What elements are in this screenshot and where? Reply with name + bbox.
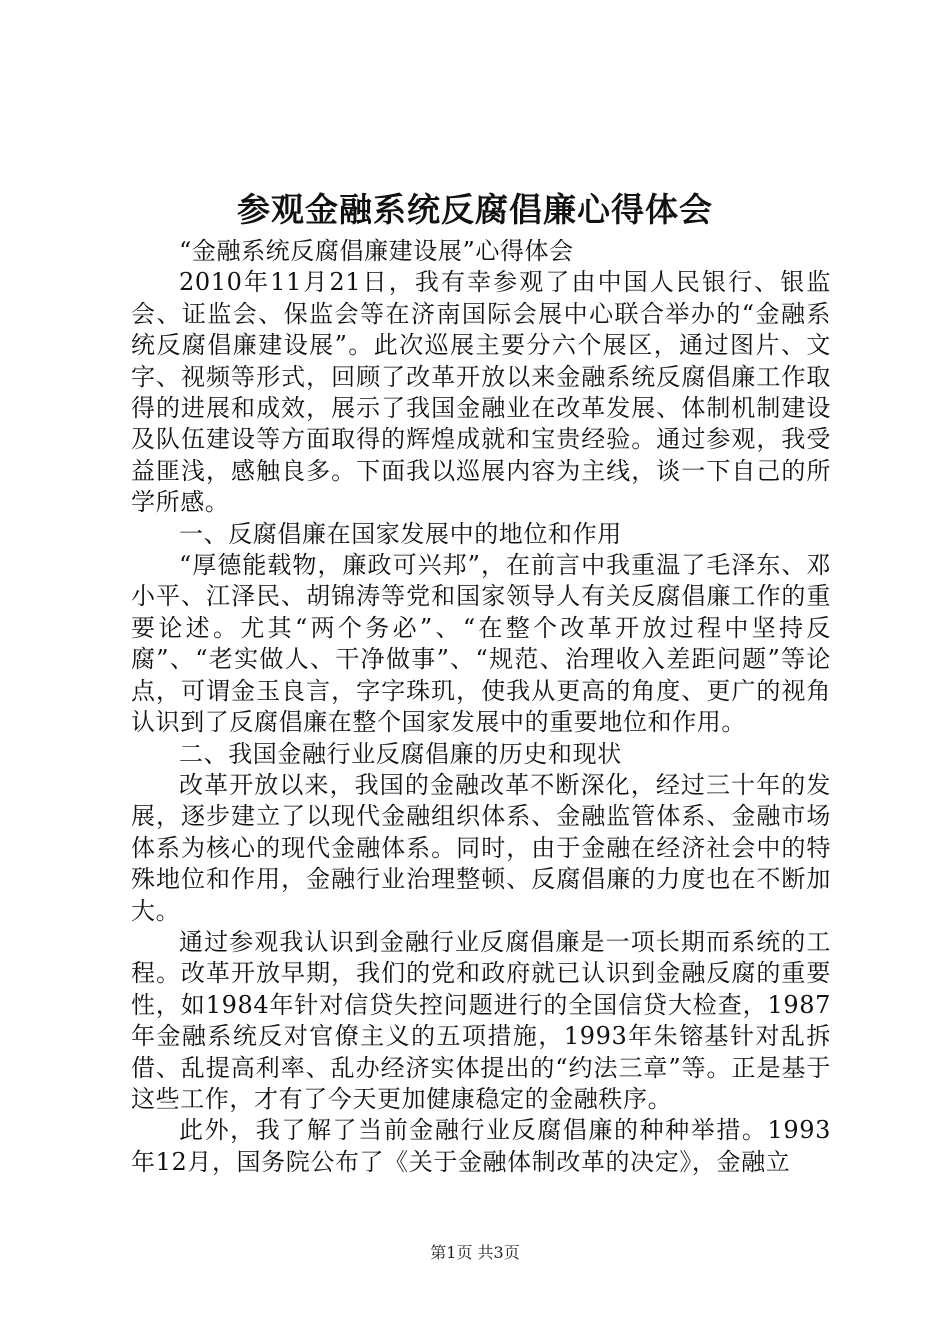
section-heading: 二、我国金融行业反腐倡廉的历史和现状	[179, 739, 622, 768]
page-title: 参观金融系统反腐倡廉心得体会	[237, 190, 713, 229]
body-paragraph: 通过参观我认识到金融行业反腐倡廉是一项长期而系统的工程。改革开放早期，我们的党和政府就已认识到金融反腐的重要性，如1984年针对信贷失控问题进行的全国信贷大检查，1987年金融系统反对官僚主义的五项措施，1993年朱镕基针对乱拆借、乱提高利率、乱办经济实体提出的“约法三章”等。正是基于这些工作，才有了今天更加健康稳定的金融秩序。	[131, 927, 831, 1113]
section-heading: 一、反腐倡廉在国家发展中的地位和作用	[179, 519, 622, 548]
body-paragraph: 2010年11月21日，我有幸参观了由中国人民银行、银监会、证监会、保监会等在济南国际会展中心联合举办的“金融系统反腐倡廉建设展”。此次巡展主要分六个展区，通过图片、文字、视频等形式，回顾了改革开放以来金融系统反腐倡廉工作取得的进展和成效，展示了我国金融业在改革发展、体制机制建设及队伍建设等方面取得的辉煌成就和宝贵经验。通过参观，我受益匪浅，感触良多。下面我以巡展内容为主线，谈一下自己的所学所感。	[131, 268, 831, 517]
subtitle-paragraph: “金融系统反腐倡廉建设展”心得体会	[179, 237, 574, 265]
body-paragraph: “厚德能载物，廉政可兴邦”，在前言中我重温了毛泽东、邓小平、江泽民、胡锦涛等党和国家领导人有关反腐倡廉工作的重要论述。尤其“两个务必”、“在整个改革开放过程中坚持反腐”、“老实做人、干净做事”、“规范、治理收入差距问题”等论点，可谓金玉良言，字字珠玑，使我从更高的角度、更广的视角认识到了反腐倡廉在整个国家发展中的重要地位和作用。	[131, 551, 831, 737]
body-paragraph: 此外，我了解了当前金融行业反腐倡廉的种种举措。1993年12月，国务院公布了《关于金融体制改革的决定》，金融立	[131, 1116, 831, 1176]
body-paragraph: 改革开放以来，我国的金融改革不断深化，经过三十年的发展，逐步建立了以现代金融组织体系、金融监管体系、金融市场体系为核心的现代金融体系。同时，由于金融在经济社会中的特殊地位和作用，金融行业治理整顿、反腐倡廉的力度也在不断加大。	[131, 770, 831, 925]
page-number-footer: 第1页 共3页	[430, 1243, 520, 1262]
document-body	[131, 236, 831, 1178]
